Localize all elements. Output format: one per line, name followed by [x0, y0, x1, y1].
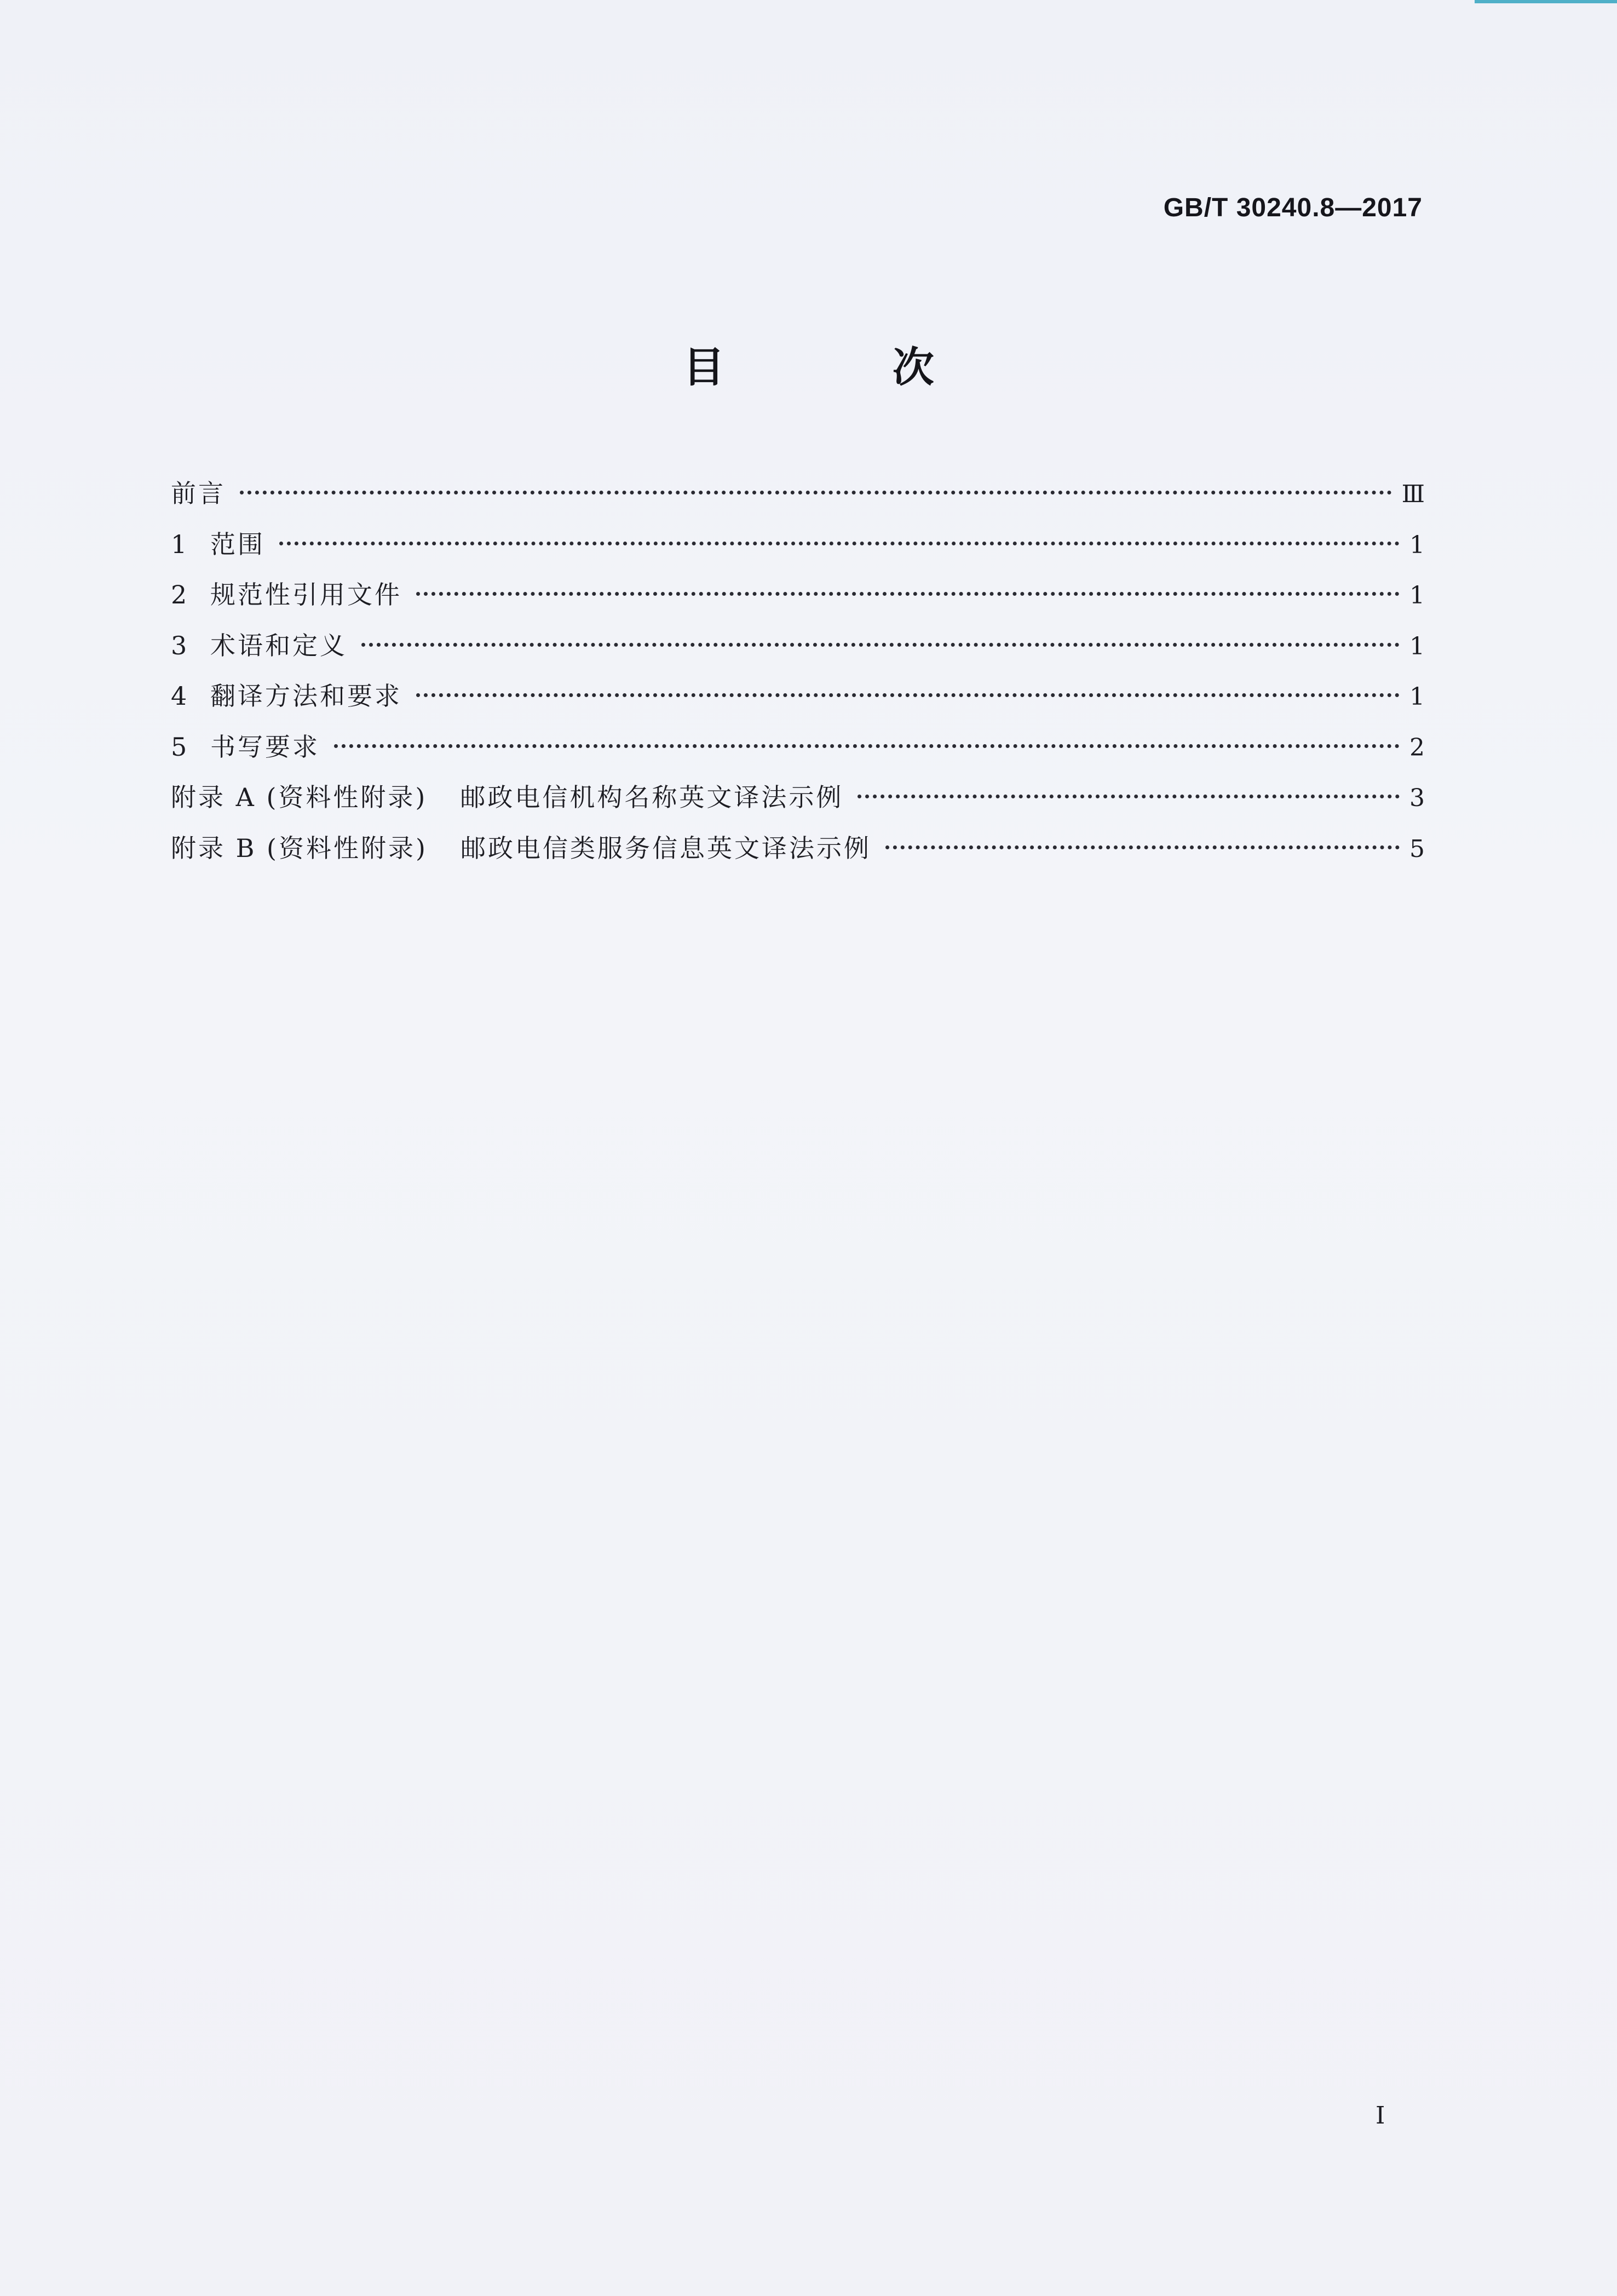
dot-leader	[416, 693, 1400, 697]
toc-entry-number: 5	[171, 732, 187, 762]
dot-leader	[279, 542, 1400, 545]
dot-leader	[885, 845, 1400, 849]
scan-edge-line	[1475, 0, 1617, 3]
dot-leader	[361, 643, 1400, 647]
toc-entry-number: 3	[171, 630, 187, 660]
toc-entry-normative-references[interactable]	[171, 569, 1425, 620]
toc-entry-number: 4	[171, 681, 187, 711]
toc-entry-writing-requirements[interactable]	[171, 722, 1425, 773]
toc-entry-page: 2	[1409, 733, 1425, 762]
page-number: I	[1376, 2102, 1385, 2130]
toc-entry-label: 规范性引用文件	[210, 580, 402, 609]
toc-entry-number: 2	[171, 580, 187, 609]
toc-entry-scope[interactable]	[171, 519, 1425, 570]
toc-entry-label: 书写要求	[210, 732, 320, 762]
toc-entry-foreword[interactable]	[171, 468, 1425, 519]
table-of-contents	[171, 468, 1425, 873]
toc-entry-page: 3	[1409, 784, 1425, 812]
toc-entry-terms-definitions[interactable]	[171, 620, 1425, 671]
toc-entry-label: 翻译方法和要求	[210, 681, 402, 711]
toc-entry-label: 前言	[171, 479, 226, 508]
toc-entry-subtitle: 邮政电信类服务信息英文译法示例	[460, 833, 871, 863]
toc-entry-page: Ⅲ	[1401, 480, 1425, 508]
document-number: GB/T 30240.8—2017	[1163, 193, 1423, 222]
dot-leader	[240, 491, 1392, 494]
toc-entry-annex-a[interactable]	[171, 772, 1425, 823]
dot-leader	[858, 795, 1400, 798]
toc-entry-label: 附录 B (资料性附录)	[171, 833, 428, 863]
toc-entry-label: 附录 A (资料性附录)	[171, 782, 428, 812]
toc-entry-annex-b[interactable]	[171, 823, 1425, 874]
dot-leader	[416, 592, 1400, 596]
toc-entry-page: 5	[1409, 835, 1425, 863]
toc-entry-label: 术语和定义	[210, 630, 347, 660]
toc-entry-number: 1	[171, 529, 187, 559]
toc-entry-page: 1	[1409, 531, 1425, 559]
toc-entry-label: 范围	[210, 529, 265, 559]
dot-leader	[334, 744, 1400, 748]
toc-entry-translation-methods[interactable]	[171, 671, 1425, 722]
toc-entry-page: 1	[1409, 632, 1425, 660]
toc-entry-page: 1	[1409, 683, 1425, 711]
toc-entry-page: 1	[1409, 582, 1425, 609]
toc-title: 目 次	[683, 343, 1011, 392]
toc-entry-subtitle: 邮政电信机构名称英文译法示例	[460, 782, 844, 812]
